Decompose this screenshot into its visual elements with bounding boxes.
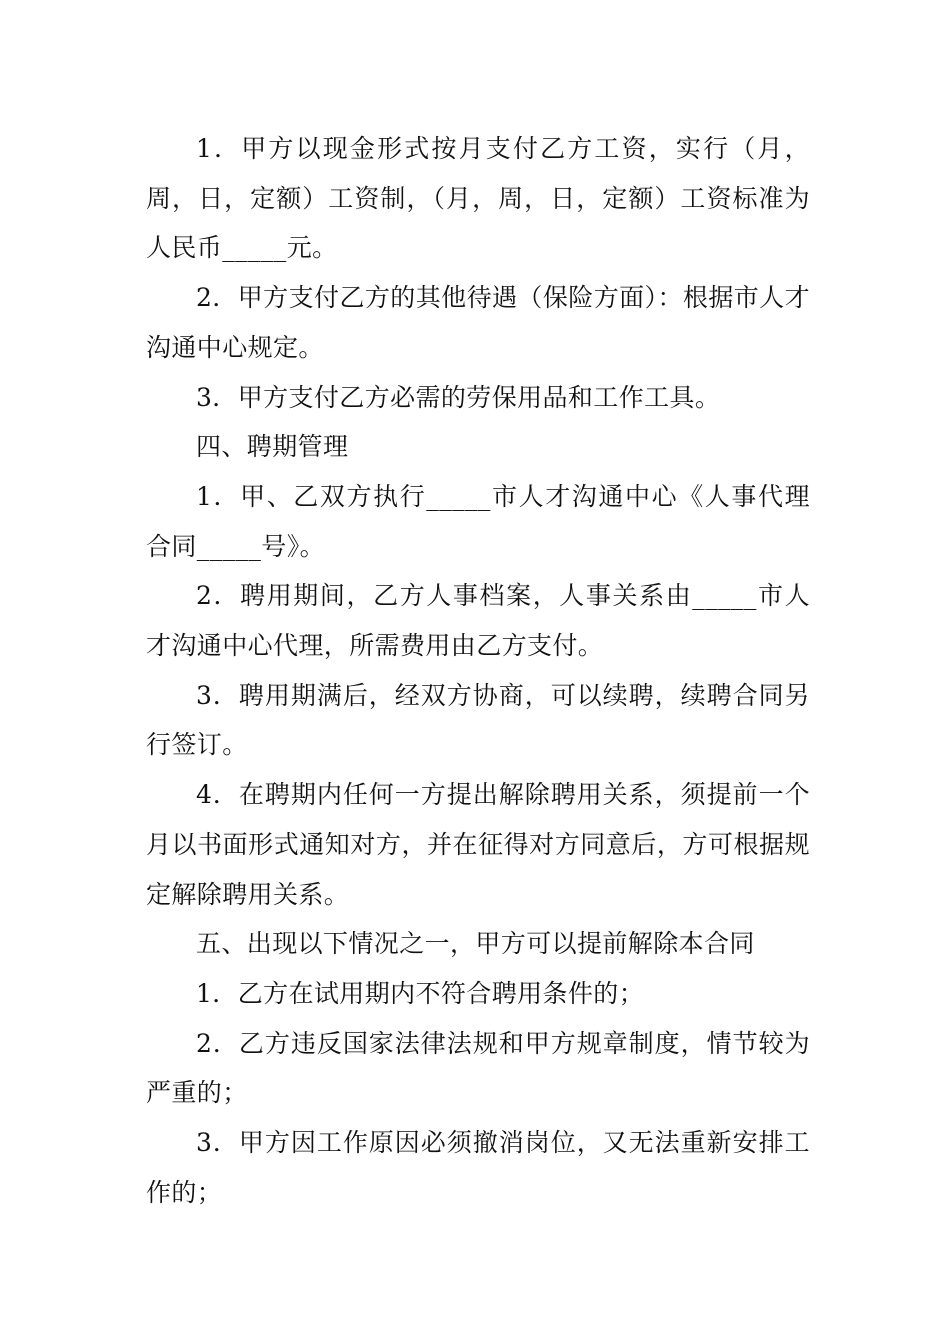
paragraph-renewal: 3．聘用期满后，经双方协商，可以续聘，续聘合同另行签订。 [146,680,810,760]
document-body [146,124,810,1217]
paragraph-agency-contract: 1．甲、乙双方执行_____市人才沟通中心《人事代理合同_____号》。 [146,481,810,561]
paragraph-salary-payment: 1．甲方以现金形式按月支付乙方工资，实行（月，周，日，定额）工资制，（月，周，日，定额）工资标准为人民币_____元。 [146,134,810,263]
paragraph-labor-supplies: 3．甲方支付乙方必需的劳保用品和工作工具。 [196,382,721,412]
section-heading-early-termination: 五、出现以下情况之一，甲方可以提前解除本合同 [196,929,755,959]
paragraph-personnel-file: 2．聘用期间，乙方人事档案，人事关系由_____市人才沟通中心代理，所需费用由乙方支付。 [146,581,810,661]
paragraph-violation: 2．乙方违反国家法律法规和甲方规章制度，情节较为严重的； [146,1028,810,1108]
section-heading-term-management: 四、聘期管理 [196,432,349,462]
paragraph-termination-notice: 4．在聘期内任何一方提出解除聘用关系，须提前一个月以书面形式通知对方，并在征得对方同意后，方可根据规定解除聘用关系。 [146,780,810,909]
paragraph-probation: 1．乙方在试用期内不符合聘用条件的； [196,978,645,1008]
paragraph-position-cancelled: 3．甲方因工作原因必须撤消岗位，又无法重新安排工作的； [146,1128,810,1207]
paragraph-other-benefits: 2．甲方支付乙方的其他待遇（保险方面）：根据市人才沟通中心规定。 [146,283,810,362]
